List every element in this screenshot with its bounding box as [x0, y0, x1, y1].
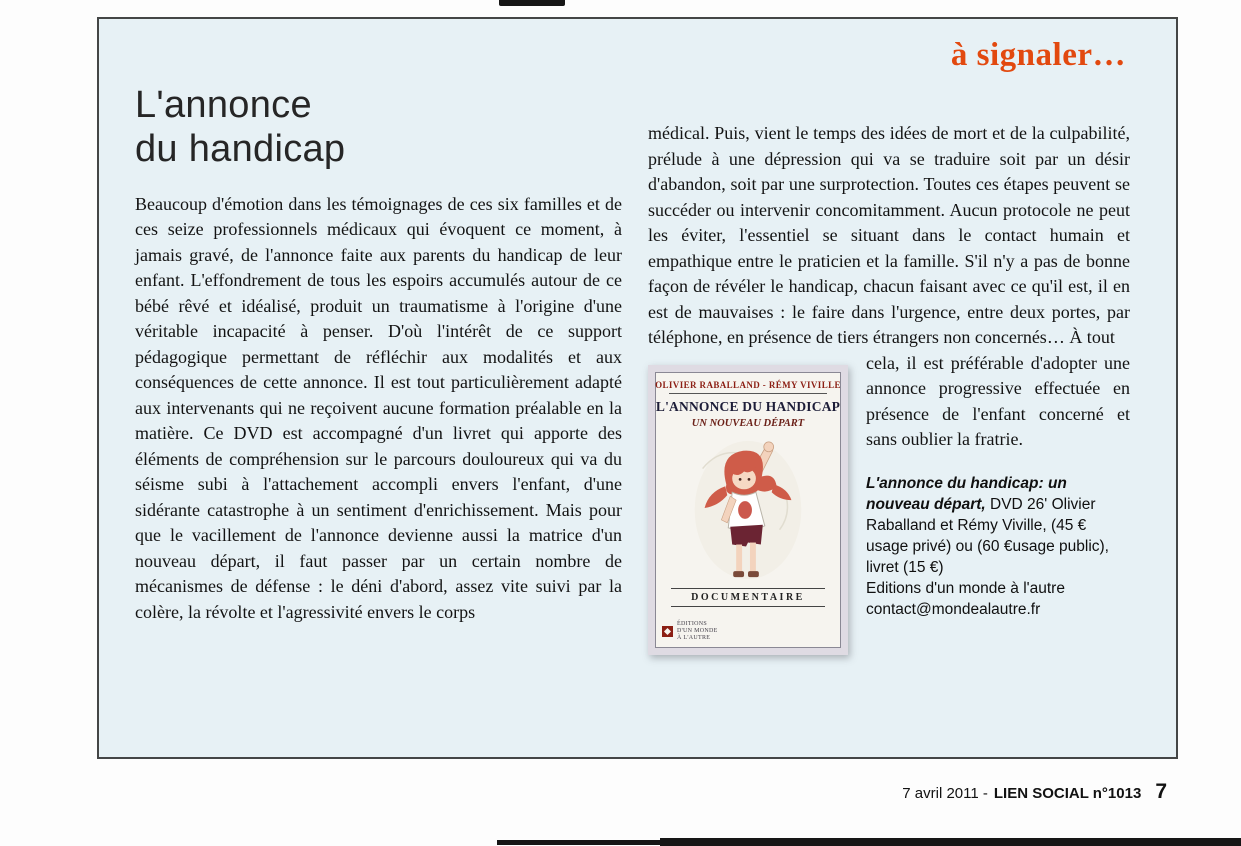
scan-artifact-bottom-right — [660, 838, 1241, 846]
dvd-cover — [648, 365, 848, 655]
dvd-cover-illustration — [687, 435, 809, 583]
article-title-line1: L'annonce — [135, 84, 312, 126]
article-paragraph-right-wrap: cela, il est préférable d'adopter une annonce progressive effectuée en présence de l'enfant concerné et sans oublier la fratrie. — [866, 352, 1130, 449]
footer-page-number: 7 — [1155, 780, 1167, 803]
scan-artifact-top — [499, 0, 565, 6]
footer-journal-name: LIEN SOCIAL n°1013 — [993, 785, 1142, 802]
article-columns — [135, 19, 1130, 661]
right-column — [648, 19, 1130, 661]
article-paragraph-left: Beaucoup d'émotion dans les témoignages de ces six familles et de ces seize professionnels médicaux qui évoquent ce moment, à jamais gravé, de l'annonce faite aux parents du handicap de leur enfant. L'effondrement de tous les espoirs accumulés autour de ce bébé rêvé et idéalisé, produit un traumatisme à l'origine d'une véritable incapacité à penser. D'où l'intérêt de ce support pédagogique permettant de réfléchir aux modalités et aux conséquences de cette annonce. Il est tout particulièrement adapté aux intervenants qui ne reçoivent aucune formation préalable en la matière. Ce DVD est accompagné d'un livret qui apporte des éléments de compréhension sur le parcours douloureux qui va du séisme subi à l'attachement accompli envers l'enfant, d'une sidérante catastrophe à un sentiment d'enrichissement. Mais pour que le vacillement de l'annonce devienne aussi la matrice d'un nouveau départ, il faut passer par un certain nombre de mécanismes de défense : le déni d'abord, assez vite suivi par la colère, la révolte et l'agressivité envers le corps — [135, 193, 622, 622]
dvd-rule — [669, 393, 827, 394]
caption-title: L'annonce du handicap: un nouveau départ, — [866, 474, 1067, 513]
article-paragraph-right: médical. Puis, vient le temps des idées de mort et de la culpabilité, prélude à une dépression qui va se traduire soit par un désir d'abandon, soit par une surprotection. Toutes ces étapes peuvent se succéder ou intervenir concomitamment. Aucun protocole ne peut les éviter, l'essentiel se situant dans le contact humain et empathique entre le praticien et la famille. S'il n'y a pas de bonne façon de révéler le handicap, chacun faisant avec ce qu'il est, il en est de mauvaises : le faire dans l'urgence, entre deux portes, par téléphone, en présence de tiers étrangers non concernés… À tout — [648, 123, 1130, 347]
dvd-subtitle: UN NOUVEAU DÉPART — [691, 417, 805, 429]
caption-contact: contact@mondealautre.fr — [866, 600, 1041, 618]
footer-date: 7 avril 2011 - — [902, 785, 988, 802]
article-panel — [97, 17, 1178, 759]
caption-details: DVD 26' Olivier Raballand et Rémy Viville, (45 € usage privé) ou (60 €usage public), livret (15 €) — [866, 495, 1109, 576]
left-column — [135, 19, 622, 661]
dvd-authors: OLIVIER RABALLAND - RÉMY VIVILLE — [655, 379, 841, 390]
caption-publisher: Editions d'un monde à l'autre — [866, 579, 1065, 597]
section-header: à signaler… — [950, 37, 1126, 73]
dvd-publisher-block — [662, 621, 718, 642]
page-footer — [902, 780, 1167, 804]
scan-artifact-bottom-left — [497, 840, 662, 845]
publisher-logo-icon — [662, 626, 673, 637]
dvd-genre-label: DOCUMENTAIRE — [671, 588, 826, 607]
article-title — [135, 83, 622, 172]
dvd-cover-inner — [655, 372, 841, 648]
article-title-line2: du handicap — [135, 128, 346, 171]
dvd-title: L'ANNONCE DU HANDICAP — [655, 398, 841, 414]
dvd-publisher-text: ÉDITIONS D'UN MONDE À L'AUTRE — [677, 620, 718, 641]
